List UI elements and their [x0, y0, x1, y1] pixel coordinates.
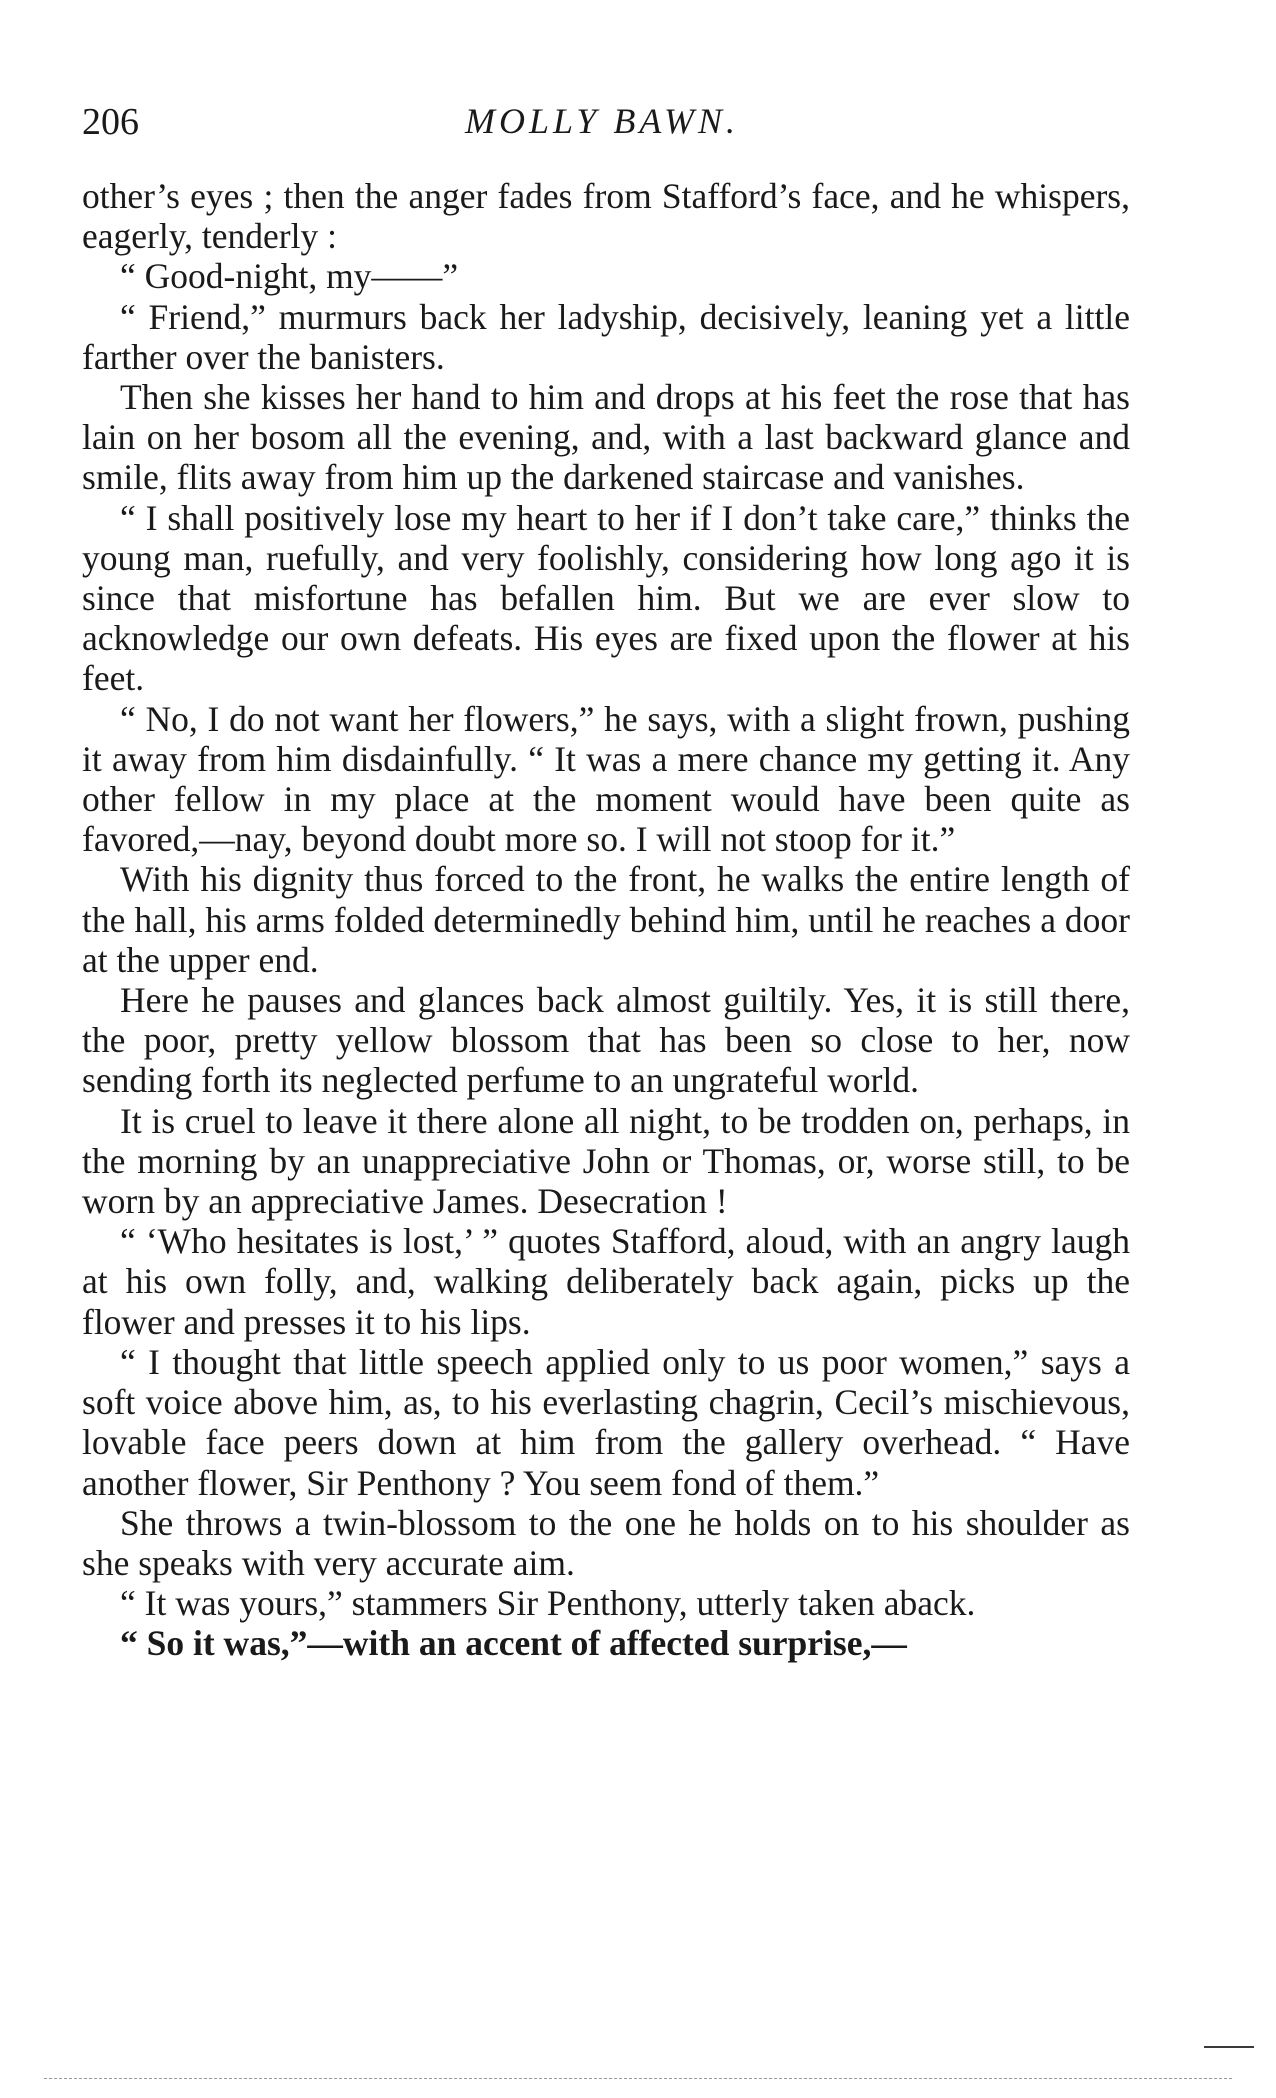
paragraph: “ Friend,” murmurs back her ladyship, decisively, leaning yet a little farther over the banisters. [82, 296, 1130, 377]
paragraph: other’s eyes ; then the anger fades from Stafford’s face, and he whispers, eagerly, tenderly : [82, 176, 1130, 257]
paragraph: With his dignity thus forced to the front, he walks the entire length of the hall, his arms folded determinedly behind him, until he reaches a door at the upper end. [82, 859, 1130, 980]
page-header [82, 100, 1122, 150]
paragraph: Here he pauses and glances back almost guiltily. Yes, it is still there, the poor, pretty yellow blossom that has been so close to her, now sending forth its neglected perfume to an ungrateful world. [82, 980, 1130, 1101]
paragraph: “ Good-night, my——” [120, 256, 459, 297]
paragraph: “ It was yours,” stammers Sir Penthony, utterly taken aback. [120, 1583, 976, 1624]
running-title: MOLLY BAWN. [465, 101, 739, 141]
paragraph: “ So it was,”—with an accent of affected surprise,— [120, 1623, 907, 1664]
paragraph: It is cruel to leave it there alone all night, to be trodden on, perhaps, in the morning by an unappreciative John or Thomas, or, worse still, to be worn by an appreciative James. Desecration ! [82, 1100, 1130, 1222]
paragraph: “ No, I do not want her flowers,” he says, with a slight frown, pushing it away from him disdainfully. “ It was a mere chance my getting it. Any other fellow in my place at the moment would have been quite as favored,—nay, beyond doubt more so. I will not stoop for it.” [82, 698, 1130, 860]
footer-rule-right [1204, 2046, 1254, 2048]
page-number: 206 [82, 101, 139, 143]
paragraph: She throws a twin-blossom to the one he holds on to his shoulder as she speaks with very accurate aim. [82, 1502, 1130, 1583]
paragraph: “ I thought that little speech applied only to us poor women,” says a soft voice above him, as, to his everlasting chagrin, Cecil’s mischievous, lovable face peers down at him from the gallery overhead. “ Have another flower, Sir Penthony ? You seem fond of them.” [82, 1341, 1130, 1503]
body-text [82, 176, 1130, 1664]
paragraph: “ I shall positively lose my heart to her if I don’t take care,” thinks the young man, ruefully, and very foolishly, considering how long ago it is since that misfortune has befallen him. But we are ever slow to acknowledge our own defeats. His eyes are fixed upon the flower at his feet. [82, 497, 1130, 699]
paragraph: Then she kisses her hand to him and drops at his feet the rose that has lain on her bosom all the evening, and, with a last backward glance and smile, flits away from him up the darkened staircase and vanishes. [82, 377, 1130, 498]
paragraph: “ ‘Who hesitates is lost,’ ” quotes Stafford, aloud, with an angry laugh at his own folly, and, walking deliberately back again, picks up the flower and presses it to his lips. [82, 1221, 1130, 1342]
footer-rule [44, 2078, 1232, 2079]
